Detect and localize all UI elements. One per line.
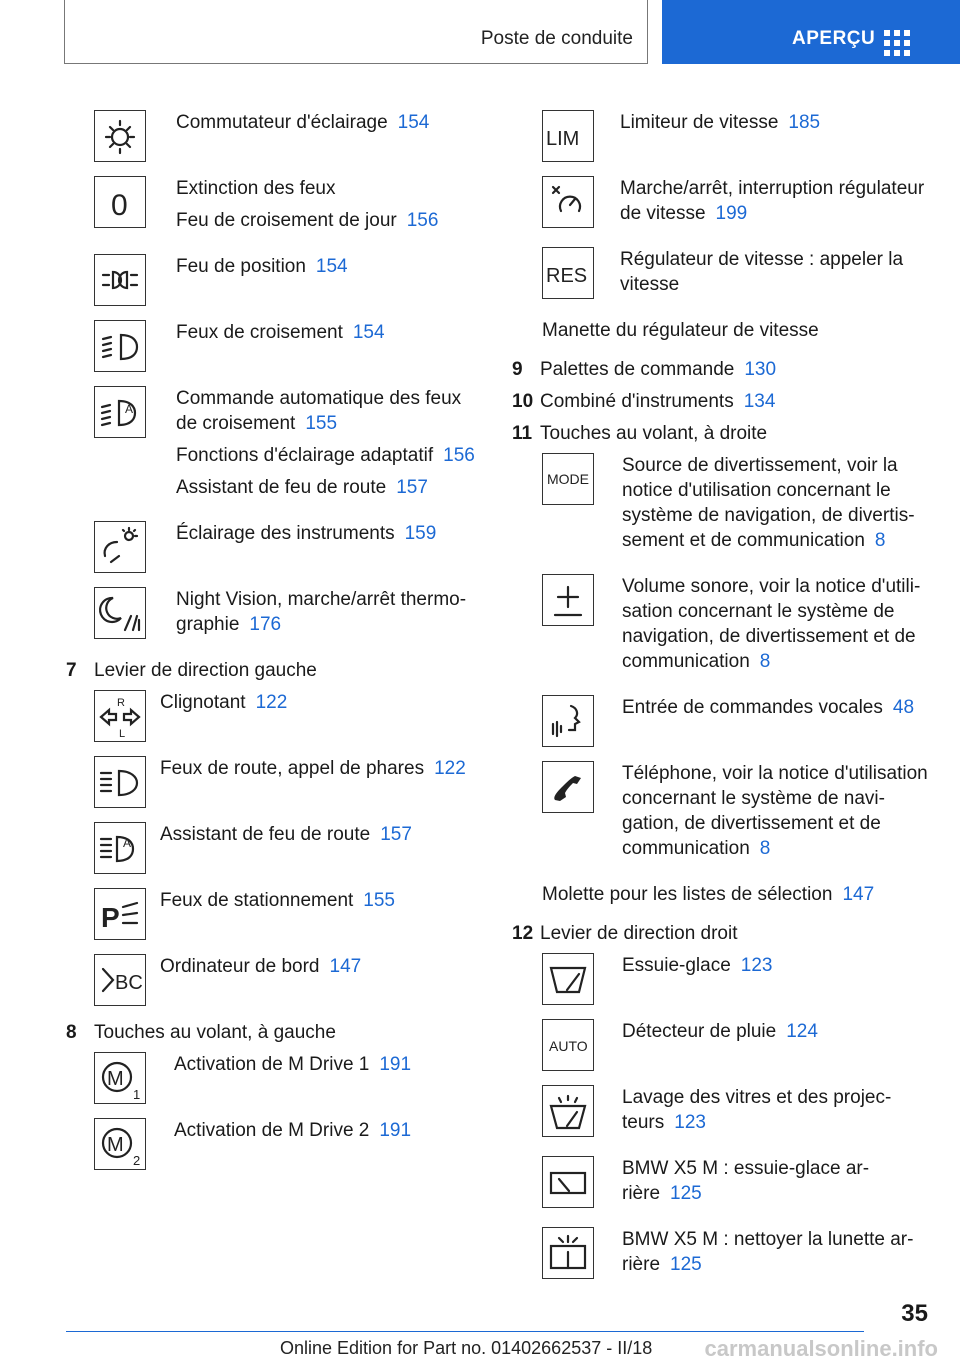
svg-text:R: R <box>117 697 125 709</box>
item-text <box>622 453 932 560</box>
parking-lights-icon <box>94 888 146 940</box>
item-line <box>622 453 932 553</box>
voice-command-icon <box>542 695 594 747</box>
page-reference-link[interactable]: 130 <box>744 359 777 380</box>
svg-text:0: 0 <box>111 189 128 222</box>
zero-icon <box>94 176 146 228</box>
page-reference-link[interactable]: 123 <box>740 955 773 976</box>
item-text <box>622 761 932 868</box>
list-item <box>542 247 932 304</box>
numbered-heading <box>512 921 932 946</box>
item-text <box>160 954 361 986</box>
numbered-heading <box>66 1020 480 1045</box>
item-label: Limiteur de vitesse <box>620 112 779 133</box>
page-reference-link[interactable]: 155 <box>305 413 338 434</box>
item-line <box>176 208 438 233</box>
high-beam-assistant-icon <box>94 822 146 874</box>
item-label: Téléphone, voir la notice d'utilisation concernant le système de navigation, de divertissement et de communication <box>622 763 928 859</box>
cruise-toggle-icon <box>542 176 594 228</box>
low-beam-icon <box>94 320 146 372</box>
m-drive-1-icon <box>94 1052 146 1104</box>
page-reference-link[interactable]: 156 <box>406 210 439 231</box>
page-reference-link[interactable]: 48 <box>892 697 915 718</box>
item-line <box>174 1052 411 1077</box>
item-line <box>622 761 932 861</box>
light-switch-icon <box>94 110 146 162</box>
lim-icon <box>542 110 594 162</box>
item-text <box>176 176 438 240</box>
item-label: Essuie-glace <box>622 955 731 976</box>
overview-tab[interactable] <box>662 0 960 64</box>
item-line <box>176 110 429 135</box>
item-line <box>160 822 412 847</box>
left-column <box>66 110 480 1184</box>
right-column <box>512 110 932 1298</box>
item-text <box>176 587 480 644</box>
item-label: Volume sonore, voir la notice d'utilisation concernant le système de navigation, de divertissement et de communication <box>622 576 921 672</box>
item-label: Marche/arrêt, interruption régulateur de vitesse <box>620 178 925 224</box>
page-reference-link[interactable]: 154 <box>315 256 348 277</box>
item-text <box>622 953 772 985</box>
list-item <box>94 386 480 507</box>
svg-text:BC: BC <box>115 972 143 994</box>
list-item <box>542 110 932 162</box>
washer-icon <box>542 1085 594 1137</box>
svg-text:P: P <box>101 902 120 933</box>
item-line <box>622 695 914 720</box>
item-label: Éclairage des instruments <box>176 523 395 544</box>
night-vision-icon <box>94 587 146 639</box>
item-number: 8 <box>66 1022 77 1043</box>
high-beam-icon <box>94 756 146 808</box>
item-line <box>160 756 466 781</box>
item-text <box>160 888 395 920</box>
svg-text:A: A <box>125 402 134 416</box>
list-item <box>542 574 932 681</box>
item-number: 11 <box>512 423 533 444</box>
overview-tab-label: APERÇU <box>792 28 876 49</box>
item-line <box>160 690 287 715</box>
item-label: Fonctions d'éclairage adaptatif <box>176 445 434 466</box>
item-label: Clignotant <box>160 692 246 713</box>
list-item <box>94 110 480 162</box>
item-text <box>176 320 385 352</box>
list-item <box>94 954 480 1006</box>
svg-text:AUTO: AUTO <box>549 1038 588 1054</box>
item-line <box>176 320 385 345</box>
list-item <box>94 888 480 940</box>
item-label: Ordinateur de bord <box>160 956 320 977</box>
page-reference-link[interactable]: 191 <box>379 1054 412 1075</box>
page-reference-link[interactable]: 157 <box>380 824 412 845</box>
item-text <box>174 1052 411 1084</box>
item-label: Détecteur de pluie <box>622 1021 777 1042</box>
list-item <box>94 176 480 240</box>
item-line <box>176 176 438 201</box>
item-text <box>622 695 914 727</box>
mode-icon <box>542 453 594 505</box>
item-line <box>176 475 480 500</box>
list-item <box>94 1052 480 1104</box>
item-label: BMW X5 M : nettoyer la lunette arrière <box>622 1229 914 1275</box>
heading-label: Levier de direction droit <box>540 923 738 944</box>
res-icon <box>542 247 594 299</box>
board-computer-icon <box>94 954 146 1006</box>
cruise-lever-label: Manette du régulateur de vitesse <box>542 320 819 341</box>
item-text <box>622 574 932 681</box>
list-item <box>94 521 480 573</box>
page-reference-link[interactable]: 154 <box>352 322 385 343</box>
page-reference-link[interactable]: 8 <box>874 530 886 551</box>
svg-text:MODE: MODE <box>547 471 589 487</box>
page-reference-link[interactable]: 8 <box>759 838 771 859</box>
svg-text:M: M <box>107 1134 124 1156</box>
svg-text:1: 1 <box>133 1087 141 1101</box>
list-item <box>542 695 932 747</box>
heading-label: Combiné d'instruments <box>540 391 734 412</box>
grid-icon <box>884 30 910 56</box>
item-line <box>620 110 820 135</box>
list-item <box>94 254 480 306</box>
item-text <box>174 1118 411 1150</box>
item-text <box>176 110 429 142</box>
page-reference-link[interactable]: 122 <box>434 758 466 779</box>
page-reference-link[interactable]: 154 <box>397 112 430 133</box>
list-item <box>542 1019 932 1071</box>
item-text <box>620 110 820 142</box>
heading-label: Touches au volant, à gauche <box>94 1022 336 1043</box>
list-item <box>542 1085 932 1142</box>
numbered-heading <box>512 389 932 414</box>
item-text <box>160 756 466 788</box>
volume-icon <box>542 574 594 626</box>
item-label: Feux de route, appel de phares <box>160 758 425 779</box>
item-label: Commande automatique des feux de croisement <box>176 388 462 434</box>
svg-text:A: A <box>123 836 132 850</box>
item-number: 7 <box>66 660 77 681</box>
page-reference-link[interactable]: 123 <box>674 1112 706 1133</box>
item-label: Night Vision, marche/arrêt thermographie <box>176 589 467 635</box>
item-text <box>160 822 412 854</box>
item-text <box>620 247 932 304</box>
item-line <box>176 587 480 637</box>
item-line <box>622 1019 818 1044</box>
item-line <box>620 176 932 226</box>
parking-light-icon <box>94 254 146 306</box>
page-reference-link[interactable]: 125 <box>670 1254 702 1275</box>
page-reference-link[interactable]: 176 <box>249 614 282 635</box>
item-line <box>174 1118 411 1143</box>
item-label: Entrée de commandes vocales <box>622 697 883 718</box>
instrument-lighting-icon <box>94 521 146 573</box>
footer-text: Online Edition for Part no. 01402662537 - II/18 <box>280 1338 653 1358</box>
page-reference-link[interactable]: 155 <box>363 890 395 911</box>
item-text <box>622 1156 932 1213</box>
page-reference-link[interactable]: 122 <box>255 692 288 713</box>
list-item <box>542 953 932 1005</box>
page-number: 35 <box>901 1300 928 1327</box>
list-item <box>94 320 480 372</box>
page-reference-link[interactable]: 147 <box>329 956 362 977</box>
item-text <box>176 386 480 507</box>
item-label: Extinction des feux <box>176 178 336 199</box>
watermark: carmanualsonline.info <box>704 1336 938 1361</box>
page-reference-link[interactable]: 125 <box>670 1183 702 1204</box>
numbered-heading <box>512 421 932 446</box>
numbered-heading <box>66 658 480 683</box>
item-label: Activation de M Drive 1 <box>174 1054 370 1075</box>
page-reference-link[interactable]: 147 <box>842 884 875 905</box>
item-label: BMW X5 M : essuie-glace arrière <box>622 1158 870 1204</box>
item-text <box>176 521 436 553</box>
header-section-box <box>64 0 648 64</box>
page-reference-link[interactable]: 185 <box>788 112 821 133</box>
item-label: Molette pour les listes de sélection <box>542 884 833 905</box>
heading-label: Touches au volant, à droite <box>540 423 768 444</box>
heading-label: Palettes de commande <box>540 359 735 380</box>
page-reference-link[interactable]: 191 <box>379 1120 412 1141</box>
item-label: Lavage des vitres et des projecteurs <box>622 1087 892 1133</box>
page-reference-link[interactable]: 8 <box>759 651 771 672</box>
page-reference-link[interactable]: 156 <box>443 445 475 466</box>
wiper-icon <box>542 953 594 1005</box>
heading-label: Levier de direction gauche <box>94 660 317 681</box>
item-line <box>176 254 348 279</box>
item-text <box>176 254 348 286</box>
item-label: Commutateur d'éclairage <box>176 112 388 133</box>
page-reference-link[interactable]: 124 <box>786 1021 818 1042</box>
svg-text:2: 2 <box>133 1153 141 1167</box>
item-number: 9 <box>512 359 523 380</box>
section-title: Poste de conduite <box>480 28 633 49</box>
list-item <box>94 1118 480 1170</box>
item-label: Activation de M Drive 2 <box>174 1120 370 1141</box>
list-item <box>94 690 480 742</box>
item-line <box>176 521 436 546</box>
item-line <box>622 1156 932 1206</box>
item-label: Feux de croisement <box>176 322 343 343</box>
item-text <box>620 176 932 233</box>
list-item <box>94 822 480 874</box>
svg-text:M: M <box>107 1068 124 1090</box>
svg-text:L: L <box>119 728 126 739</box>
footer-rule <box>66 1331 864 1332</box>
item-line <box>622 953 772 978</box>
svg-text:LIM: LIM <box>546 128 580 150</box>
phone-icon <box>542 761 594 813</box>
list-item <box>94 587 480 644</box>
item-label: Feu de position <box>176 256 306 277</box>
list-item <box>542 761 932 868</box>
list-item <box>542 176 932 233</box>
item-label: Feux de stationnement <box>160 890 354 911</box>
item-text <box>622 1227 932 1284</box>
item-line <box>622 1227 932 1277</box>
list-item <box>542 453 932 560</box>
item-number: 12 <box>512 923 534 944</box>
list-item <box>542 1227 932 1284</box>
item-label: Feu de croisement de jour <box>176 210 397 231</box>
page-reference-link[interactable]: 159 <box>404 523 437 544</box>
auto-low-beam-icon <box>94 386 146 438</box>
selection-wheel-label <box>542 882 932 907</box>
item-line <box>160 954 361 979</box>
rear-washer-icon <box>542 1227 594 1279</box>
item-line <box>622 574 932 674</box>
item-number: 10 <box>512 391 534 412</box>
item-line <box>176 386 480 436</box>
turn-signal-icon <box>94 690 146 742</box>
numbered-heading <box>512 357 932 382</box>
item-label: Assistant de feu de route <box>160 824 371 845</box>
list-item <box>542 1156 932 1213</box>
rain-sensor-icon <box>542 1019 594 1071</box>
item-line <box>176 443 480 468</box>
item-label: Assistant de feu de route <box>176 477 387 498</box>
item-text <box>622 1019 818 1051</box>
rear-wiper-icon <box>542 1156 594 1208</box>
item-line <box>620 247 932 297</box>
page-reference-link[interactable]: 199 <box>715 203 748 224</box>
item-line <box>160 888 395 913</box>
svg-text:RES: RES <box>546 265 588 287</box>
item-text <box>622 1085 932 1142</box>
list-item <box>94 756 480 808</box>
item-label: Source de divertissement, voir la notice d'utilisation concernant le système de navigation, de divertissement et de communication <box>622 455 915 551</box>
item-label: Régulateur de vitesse : appeler la vitesse <box>620 249 904 295</box>
page-reference-link[interactable]: 134 <box>743 391 776 412</box>
m-drive-2-icon <box>94 1118 146 1170</box>
item-line <box>622 1085 932 1135</box>
page-reference-link[interactable]: 157 <box>396 477 428 498</box>
item-text <box>160 690 287 722</box>
